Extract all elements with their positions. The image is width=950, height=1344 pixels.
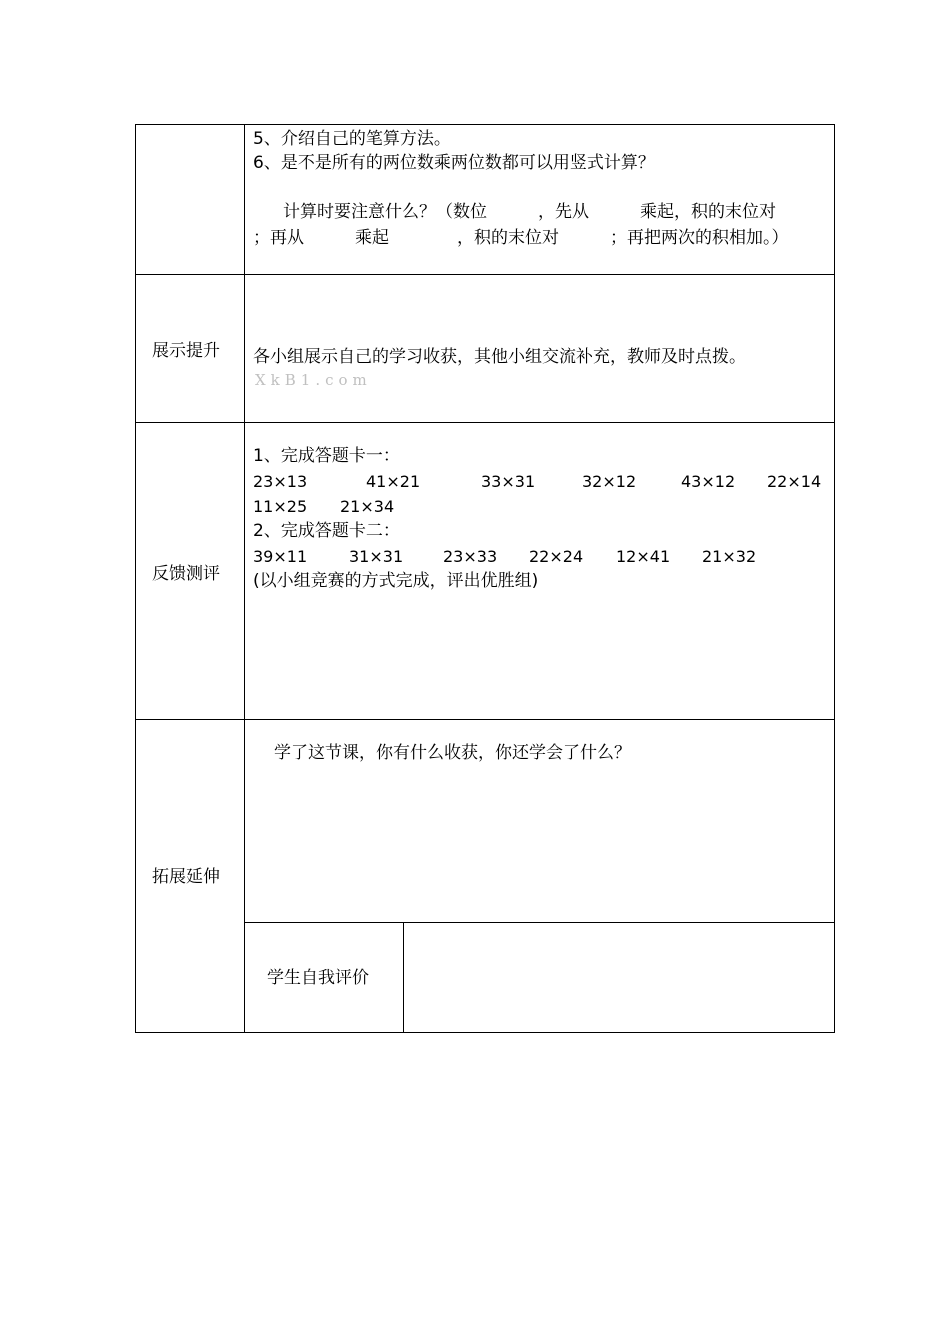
row-label-feedback: 反馈测评 [152, 564, 220, 584]
problem-item: 11×25 [253, 497, 308, 516]
problem-item: 32×12 [582, 472, 637, 491]
problem-item: 31×31 [349, 547, 404, 566]
row-divider-2 [136, 422, 834, 423]
sub-column-divider [403, 922, 404, 1032]
competition-note: (以小组竞赛的方式完成，评出优胜组) [253, 571, 539, 591]
row-label-showcase: 展示提升 [152, 341, 220, 361]
problem-item: 41×21 [366, 472, 421, 491]
self-eval-label: 学生自我评价 [267, 968, 369, 988]
problem-item: 21×34 [340, 497, 395, 516]
problem-item: 33×31 [481, 472, 536, 491]
lesson-plan-table [135, 124, 835, 1033]
problem-item: 23×13 [253, 472, 308, 491]
row-label-extension: 拓展延伸 [152, 867, 220, 887]
card1-row2 [253, 494, 553, 519]
reflection-question: 学了这节课，你有什么收获，你还学会了什么？ [274, 743, 631, 763]
card2-row1 [253, 544, 833, 569]
problem-item: 12×41 [616, 547, 671, 566]
problem-item: 43×12 [681, 472, 736, 491]
problem-item: 22×14 [767, 472, 822, 491]
row-divider-3 [136, 719, 834, 720]
sub-row-divider [244, 922, 834, 923]
attention-prompt-line-2: ；再从 乘起 ，积的末位对 ；再把两次的积相加。） [253, 228, 789, 248]
card1-title: 1、完成答题卡一： [253, 446, 400, 466]
step-5-text: 5、介绍自己的笔算方法。 [253, 129, 451, 149]
problem-item: 21×32 [702, 547, 757, 566]
problem-item: 39×11 [253, 547, 308, 566]
card2-title: 2、完成答题卡二： [253, 521, 400, 541]
self-eval-field[interactable] [416, 968, 816, 1008]
row-divider-1 [136, 274, 834, 275]
attention-prompt-line-1: 计算时要注意什么？（数位 ，先从 乘起，积的末位对 [283, 202, 776, 222]
problem-item: 22×24 [529, 547, 584, 566]
step-6-text: 6、是不是所有的两位数乘两位数都可以用竖式计算？ [253, 153, 655, 173]
column-divider [244, 125, 245, 1032]
showcase-text: 各小组展示自己的学习收获，其他小组交流补充，教师及时点拨。 [253, 347, 746, 367]
watermark-text: XkB1.com [255, 371, 372, 389]
card1-row1 [253, 469, 833, 494]
problem-item: 23×33 [443, 547, 498, 566]
